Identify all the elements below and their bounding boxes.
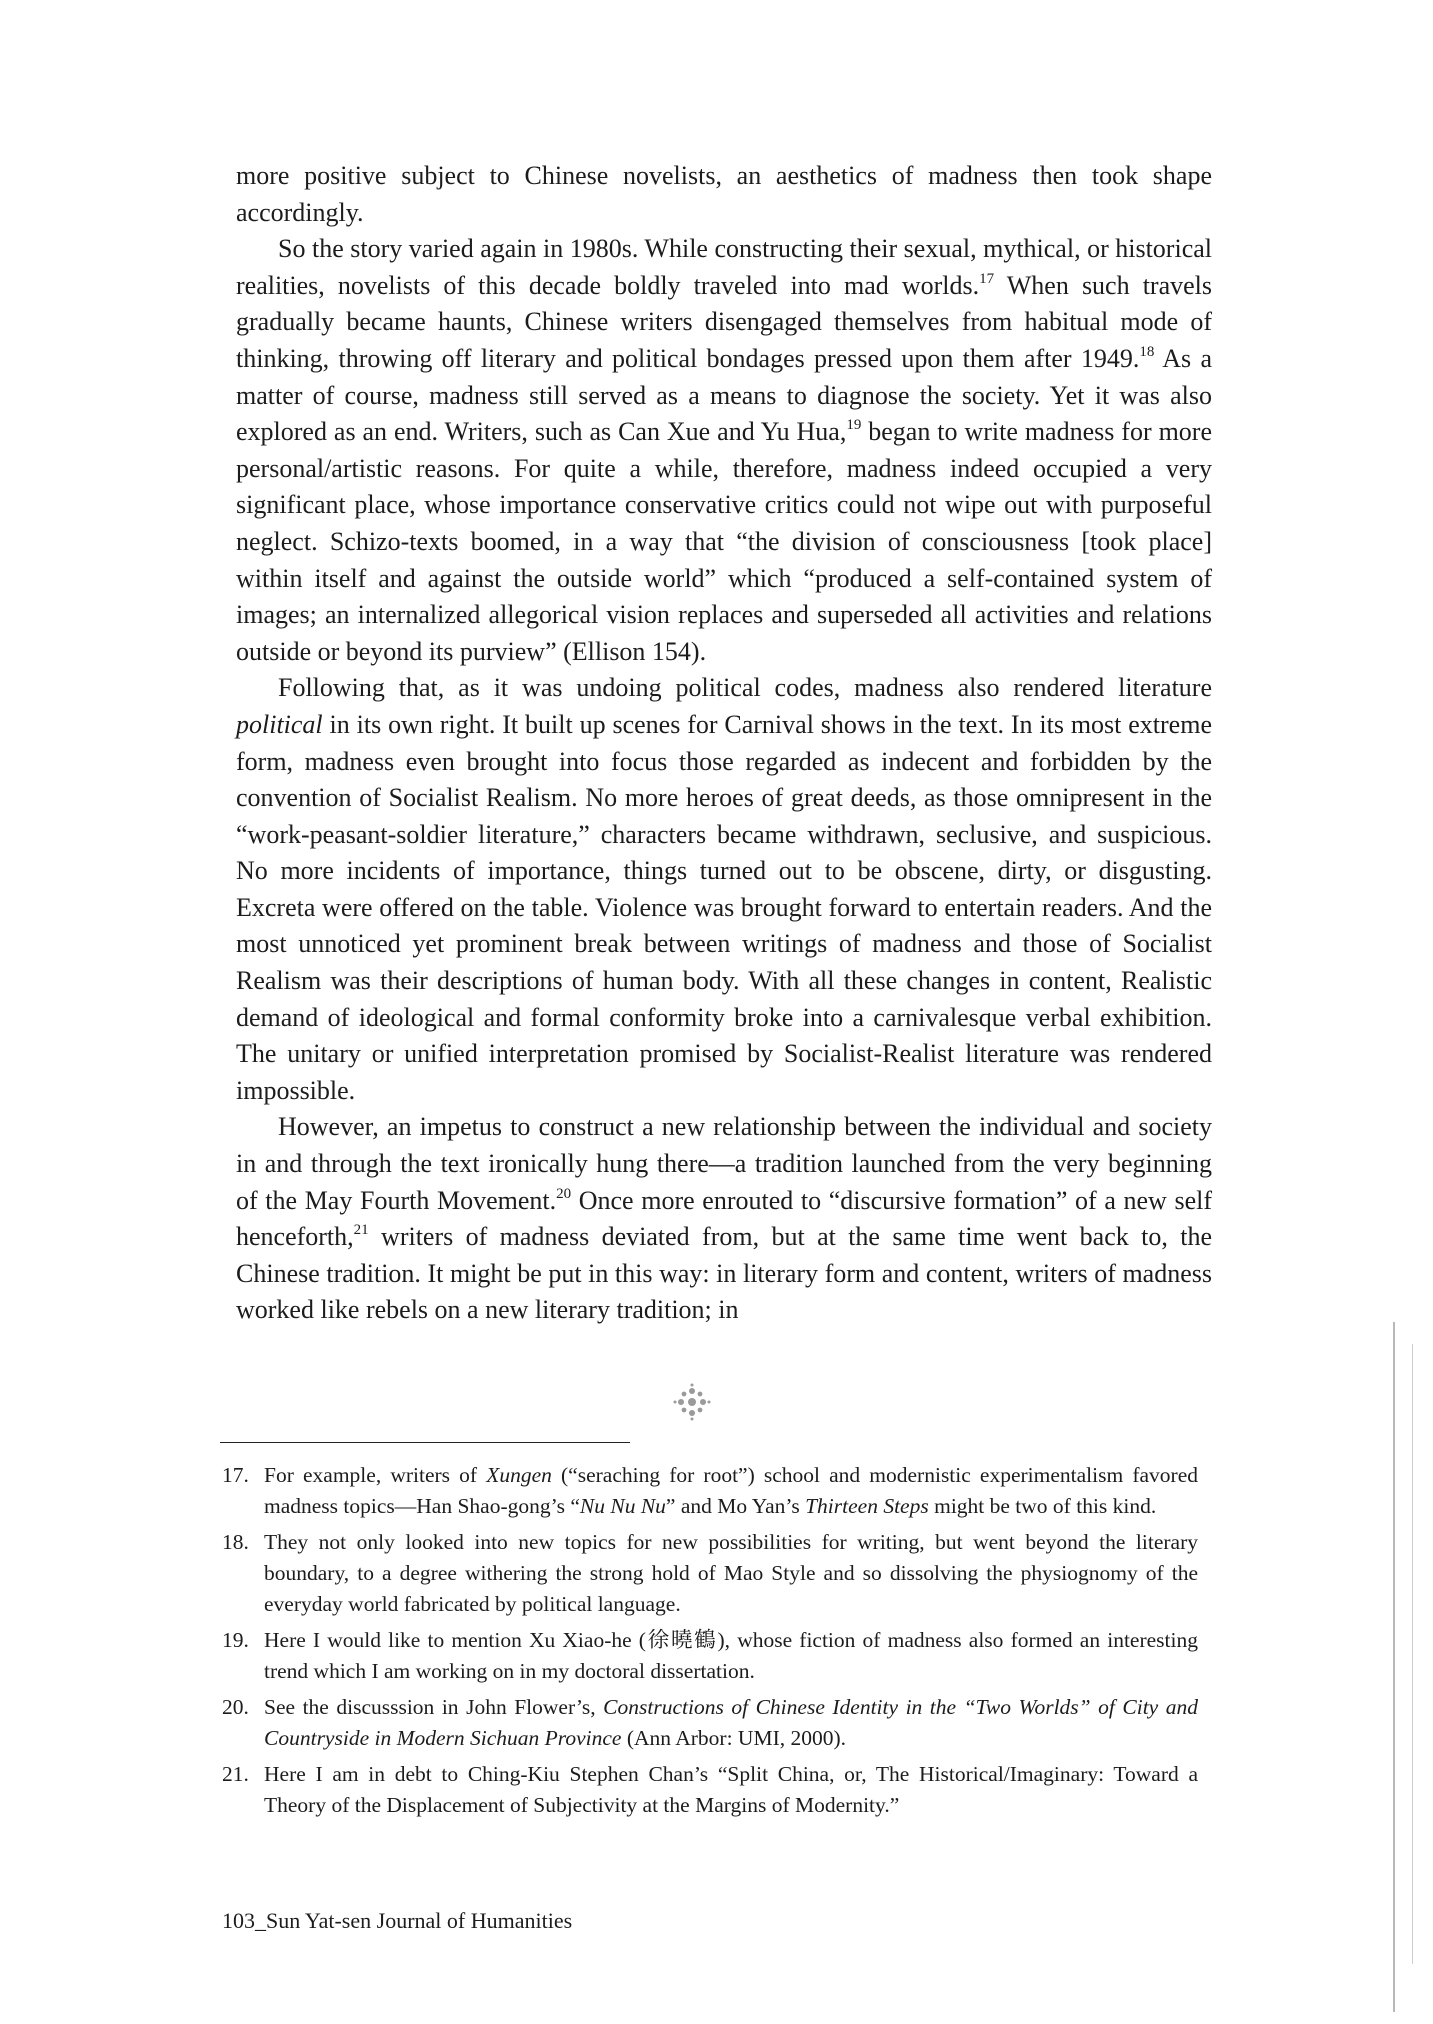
footnote	[222, 1692, 1198, 1754]
footnote	[222, 1759, 1198, 1821]
italic-text: Xungen	[486, 1463, 552, 1487]
body-text	[236, 158, 1212, 1329]
scan-edge-mark	[1393, 1322, 1395, 2012]
body-paragraph	[236, 158, 1212, 231]
text-run: more positive subject to Chinese novelists, an aesthetics of madness then took shape accordingly.	[236, 161, 1212, 227]
footnote-ref: 17	[979, 270, 995, 287]
footnote-ref: 18	[1139, 343, 1155, 360]
text-run: Following that, as it was undoing political codes, madness also rendered literature	[278, 673, 1212, 703]
text-run: in its own right. It built up scenes for Carnival shows in the text. In its most extreme form, madness even brought into focus those regarded as indecent and forbidden by the convention of Socialist Realism. No more heroes of great deeds, as those omnipresent in the “work-peasant-soldier literature,” characters became withdrawn, seclusive, and suspicious. No more incidents of importance, things turned out to be obscene, dirty, or disgusting. Excreta were offered on the table. Violence was brought forward to entertain readers. And the most unnoticed yet prominent break between writings of madness and those of Socialist Realism was their descriptions of human body. With all these changes in content, Realistic demand of ideological and formal conformity broke into a carnivalesque verbal exhibition. The unitary or unified interpretation promised by Socialist-Realist literature was rendered impossible.	[236, 709, 1212, 1105]
italic-text: Thirteen Steps	[805, 1494, 929, 1518]
running-footer: 103_Sun Yat-sen Journal of Humanities	[222, 1908, 573, 1933]
text-run: might be two of this kind.	[928, 1494, 1157, 1518]
footnote-number: 19.	[222, 1628, 249, 1652]
text-run: They not only looked into new topics for new possibilities for writing, but went beyond the literary boundary, to a degree withering the strong hold of Mao Style and so dissolving the physiognomy of the everyday world fabricated by political language.	[264, 1530, 1198, 1616]
floral-ornament-icon	[672, 1382, 712, 1422]
text-run: writers of madness deviated from, but at the same time went back to, the Chinese tradition. It might be put in this way: in literary form and content, writers of madness worked like rebels on a new literary tradition; in	[236, 1222, 1212, 1325]
footnote-ref: 21	[353, 1222, 369, 1239]
text-run: Here I am in debt to Ching-Kiu Stephen Chan’s “Split China, or, The Historical/Imaginary: Toward a Theory of the Displacement of Subjectivity at the Margins of Modernity.”	[264, 1762, 1198, 1817]
text-run: See the discusssion in John Flower’s,	[264, 1695, 604, 1719]
footnote-number: 17.	[222, 1463, 249, 1487]
text-run: (“seraching for root”) school and modernistic experimentalism favored madness topics—Han Shao-gong’s “	[264, 1463, 1198, 1518]
footnote	[222, 1460, 1198, 1522]
text-run: began to write madness for more personal/artistic reasons. For quite a while, therefore, madness indeed occupied a very significant place, whose importance conservative critics could not wipe out with purposeful neglect. Schizo-texts boomed, in a way that “the division of consciousness [took place] within itself and against the outside world” which “produced a self-contained system of images; an internalized allegorical vision replaces and superseded all activities and relations outside or beyond its purview” (Ellison 154).	[236, 417, 1212, 666]
text-run: Here I would like to mention Xu Xiao-he (徐曉鶴), whose fiction of madness also formed an interesting trend which I am working on in my doctoral dissertation.	[264, 1628, 1198, 1683]
text-run: However, an impetus to construct a new relationship between the individual and society in and through the text ironically hung there—a tradition launched from the very beginning of the May Fourth Movement.	[236, 1112, 1212, 1215]
footnote-ref: 19	[846, 417, 862, 434]
footnote-ref: 20	[556, 1185, 572, 1202]
text-run: Once more enrouted to “discursive formation” of a new self henceforth,	[236, 1185, 1212, 1252]
footnote-number: 20.	[222, 1695, 249, 1719]
body-paragraph	[236, 231, 1212, 670]
footnotes	[222, 1460, 1198, 1826]
footnote	[222, 1625, 1198, 1687]
body-paragraph	[236, 1109, 1212, 1329]
footnote-divider	[220, 1442, 630, 1443]
italic-text: political	[236, 709, 323, 739]
text-run: (Ann Arbor: UMI, 2000).	[621, 1726, 847, 1750]
text-run: When such travels gradually became haunts, Chinese writers disengaged themselves from habitual mode of thinking, throwing off literary and political bondages pressed upon them after 1949.	[236, 270, 1212, 373]
footnote	[222, 1527, 1198, 1620]
text-run: So the story varied again in 1980s. While constructing their sexual, mythical, or historical realities, novelists of this decade boldly traveled into mad worlds.	[236, 234, 1212, 300]
italic-text: Nu Nu Nu	[579, 1494, 666, 1518]
text-run: For example, writers of	[264, 1463, 487, 1487]
body-paragraph	[236, 670, 1212, 1109]
scan-edge-mark	[1412, 1344, 1413, 1964]
footnote-number: 21.	[222, 1762, 249, 1786]
italic-text: Constructions of Chinese Identity in the “Two Worlds” of City and Countryside in Modern Sichuan Province	[264, 1695, 1198, 1750]
text-run: As a matter of course, madness still served as a means to diagnose the society. Yet it was also explored as an end. Writers, such as Can Xue and Yu Hua,	[236, 343, 1212, 447]
text-run: ” and Mo Yan’s	[665, 1494, 806, 1518]
footnote-number: 18.	[222, 1530, 249, 1554]
